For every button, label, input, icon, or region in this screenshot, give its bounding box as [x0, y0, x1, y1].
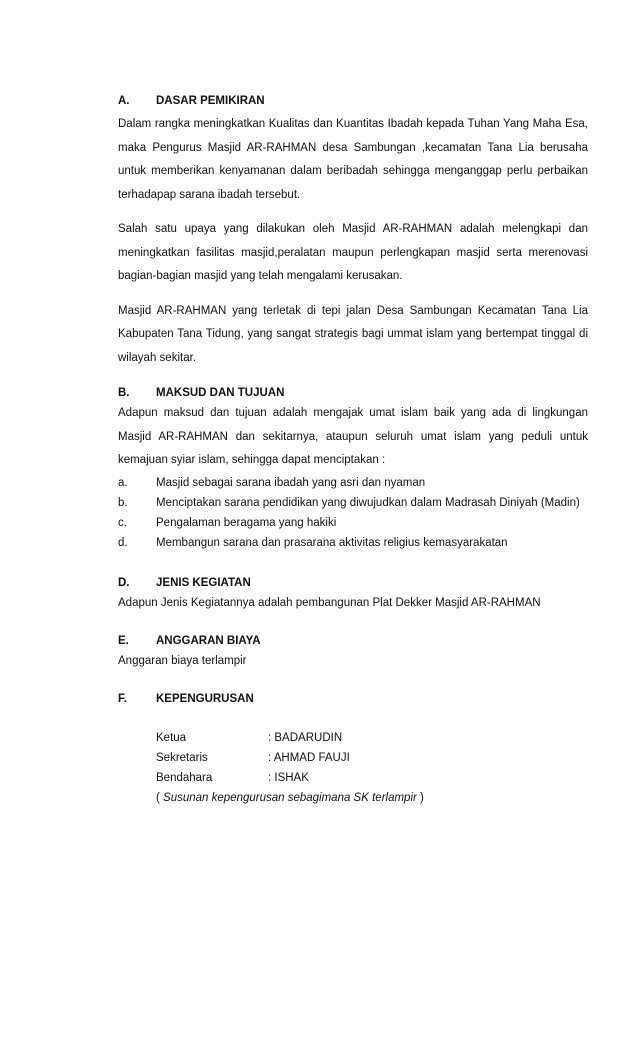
- section-a-paragraph-1: Dalam rangka meningkatkan Kualitas dan Kuantitas Ibadah kepada Tuhan Yang Maha Esa, maka Pengurus Masjid AR-RAHMAN desa Sambungan ,kecamatan Tana Lia berusaha untuk memberikan kenyamanan dalam beribadah sehingga menganggap perlu perbaikan terhadapap sarana ibadah tersebut.: [118, 118, 588, 201]
- committee-role: Sekretaris: [156, 751, 208, 764]
- list-marker: d.: [118, 536, 128, 549]
- committee-name: : ISHAK: [268, 771, 309, 784]
- section-title: KEPENGURUSAN: [156, 692, 254, 705]
- section-a-paragraph-2: Salah satu upaya yang dilakukan oleh Masjid AR-RAHMAN adalah melengkapi dan meningkatkan fasilitas masjid,peralatan maupun perlengkapan masjid serta merenovasi bagian-bagian masjid yang telah mengalami kerusakan.: [118, 223, 588, 282]
- section-d-heading: [118, 574, 588, 592]
- section-letter: B.: [118, 387, 130, 399]
- list-marker: b.: [118, 496, 128, 509]
- list-text: Menciptakan sarana pendidikan yang diwujudkan dalam Madrasah Diniyah (Madin): [156, 496, 580, 509]
- section-d-text: Adapun Jenis Kegiatannya adalah pembangunan Plat Dekker Masjid AR-RAHMAN: [118, 596, 541, 609]
- committee-row: [156, 748, 588, 768]
- list-text: Pengalaman beragama yang hakiki: [156, 516, 337, 529]
- note-italic: Susunan kepengurusan sebagimana SK terlampir: [163, 791, 417, 804]
- list-item: [118, 513, 588, 533]
- committee-name: : AHMAD FAUJI: [268, 751, 350, 764]
- document-page: [118, 92, 588, 808]
- note-close: ): [416, 791, 424, 804]
- committee-row: [156, 728, 588, 748]
- section-letter: E.: [118, 634, 129, 647]
- committee-name: : BADARUDIN: [268, 731, 343, 744]
- section-letter: A.: [118, 95, 130, 107]
- section-f-heading: [118, 690, 588, 708]
- section-e-text: Anggaran biaya terlampir: [118, 654, 247, 667]
- committee-note: [156, 788, 588, 808]
- section-b-intro: Adapun maksud dan tujuan adalah mengajak umat islam baik yang ada di lingkungan Masjid AR-RAHMAN dan sekitarnya, ataupun seluruh umat islam yang peduli untuk kemajuan syiar islam, sehingga dapat menciptakan :: [118, 407, 588, 466]
- section-title: JENIS KEGIATAN: [156, 576, 251, 589]
- list-item: [118, 533, 588, 553]
- section-a-paragraph-3: Masjid AR-RAHMAN yang terletak di tepi jalan Desa Sambungan Kecamatan Tana Lia Kabupaten Tana Tidung, yang sangat strategis bagi ummat islam yang bertempat tinggal di wilayah sekitar.: [118, 304, 588, 364]
- committee-list: [156, 728, 588, 788]
- note-open: (: [156, 791, 164, 804]
- committee-role: Ketua: [156, 731, 187, 744]
- list-item: [118, 493, 588, 513]
- list-marker: c.: [118, 516, 127, 529]
- list-text: Masjid sebagai sarana ibadah yang asri dan nyaman: [156, 476, 426, 489]
- section-letter: D.: [118, 576, 130, 589]
- committee-row: [156, 768, 588, 788]
- section-title: DASAR PEMIKIRAN: [156, 95, 265, 107]
- section-title: ANGGARAN BIAYA: [156, 634, 261, 647]
- section-a-heading: [118, 92, 588, 110]
- list-text: Membangun sarana dan prasarana aktivitas religius kemasyarakatan: [156, 536, 508, 549]
- list-marker: a.: [118, 476, 128, 489]
- section-e-heading: [118, 632, 588, 650]
- list-item: [118, 473, 588, 493]
- section-b-heading: [118, 384, 588, 402]
- section-title: MAKSUD DAN TUJUAN: [156, 387, 285, 399]
- section-letter: F.: [118, 692, 127, 705]
- objectives-list: [118, 473, 588, 553]
- committee-role: Bendahara: [156, 771, 213, 784]
